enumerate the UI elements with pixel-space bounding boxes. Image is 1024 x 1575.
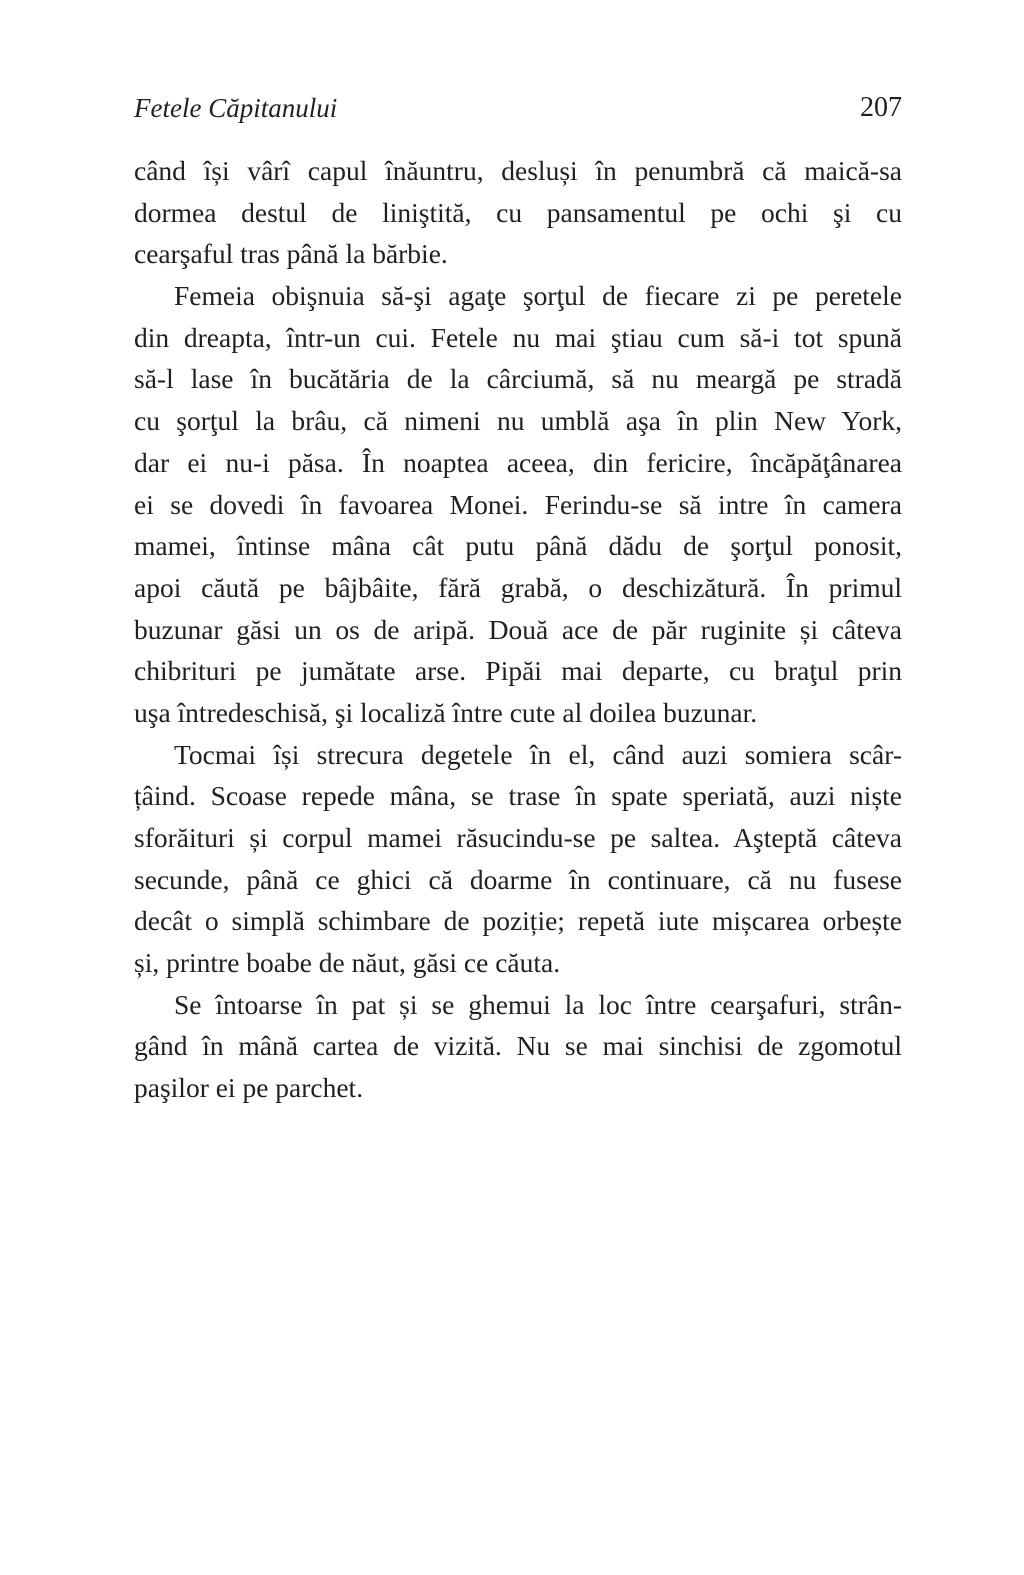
- running-title: Fetele Căpitanului: [134, 93, 338, 123]
- paragraph: [134, 984, 902, 1109]
- paragraph: [134, 150, 902, 275]
- text-line: să-l lase în bucătăria de la cârciumă, să nu meargă pe stradă: [134, 363, 902, 395]
- text-line: din dreapta, într-un cui. Fetele nu mai ştiau cum să-i tot spună: [134, 321, 902, 353]
- text-line: dar ei nu-i păsa. În noaptea aceea, din fericire, încăpăţânarea: [134, 446, 902, 478]
- text-line: uşa întredeschisă, şi localiză între cute al doilea buzunar.: [134, 696, 758, 728]
- page-number: 207: [860, 92, 902, 123]
- text-line: cu şorţul la brâu, că nimeni nu umblă aşa în plin New York,: [134, 405, 902, 437]
- text-line: decât o simplă schimbare de poziție; repetă iute mișcarea orbește: [134, 905, 902, 937]
- text-line: când își vârî capul înăuntru, desluși în penumbră că maică-sa: [134, 155, 902, 186]
- text-line: sforăituri și corpul mamei răsucindu-se pe saltea. Aşteptă câteva: [134, 822, 902, 853]
- text-line: secunde, până ce ghici că doarme în continuare, că nu fusese: [134, 863, 902, 895]
- text-line: chibrituri pe jumătate arse. Pipăi mai departe, cu braţul prin: [134, 655, 902, 687]
- text-line: Se întoarse în pat și se ghemui la loc între cearşafuri, strân-: [174, 988, 902, 1020]
- running-head: [134, 90, 902, 126]
- text-line: apoi căută pe bâjbâite, fără grabă, o deschizătură. În primul: [134, 571, 902, 603]
- text-line: Femeia obişnuia să-şi agaţe şorţul de fiecare zi pe peretele: [174, 280, 902, 312]
- text-line: Tocmai își strecura degetele în el, când auzi somiera scâr-: [174, 738, 902, 770]
- text-line: mamei, întinse mâna cât putu până dădu de şorţul ponosit,: [134, 530, 902, 562]
- text-line: dormea destul de liniştită, cu pansamentul pe ochi şi cu: [134, 196, 902, 228]
- text-line: cearşaful tras până la bărbie.: [134, 238, 448, 270]
- text-line: ei se dovedi în favoarea Monei. Ferindu-se să intre în camera: [134, 488, 902, 520]
- text-line: paşilor ei pe parchet.: [134, 1072, 364, 1104]
- text-line: gând în mână cartea de vizită. Nu se mai sinchisi de zgomotul: [134, 1030, 902, 1062]
- paragraph: [134, 734, 902, 984]
- body-text: [134, 150, 902, 1109]
- text-line: buzunar găsi un os de aripă. Două ace de păr ruginite și câteva: [134, 613, 902, 645]
- text-line: și, printre boabe de năut, găsi ce căuta.: [134, 947, 561, 979]
- text-line: țâind. Scoase repede mâna, se trase în spate speriată, auzi niște: [134, 780, 902, 812]
- paragraph: [134, 275, 902, 734]
